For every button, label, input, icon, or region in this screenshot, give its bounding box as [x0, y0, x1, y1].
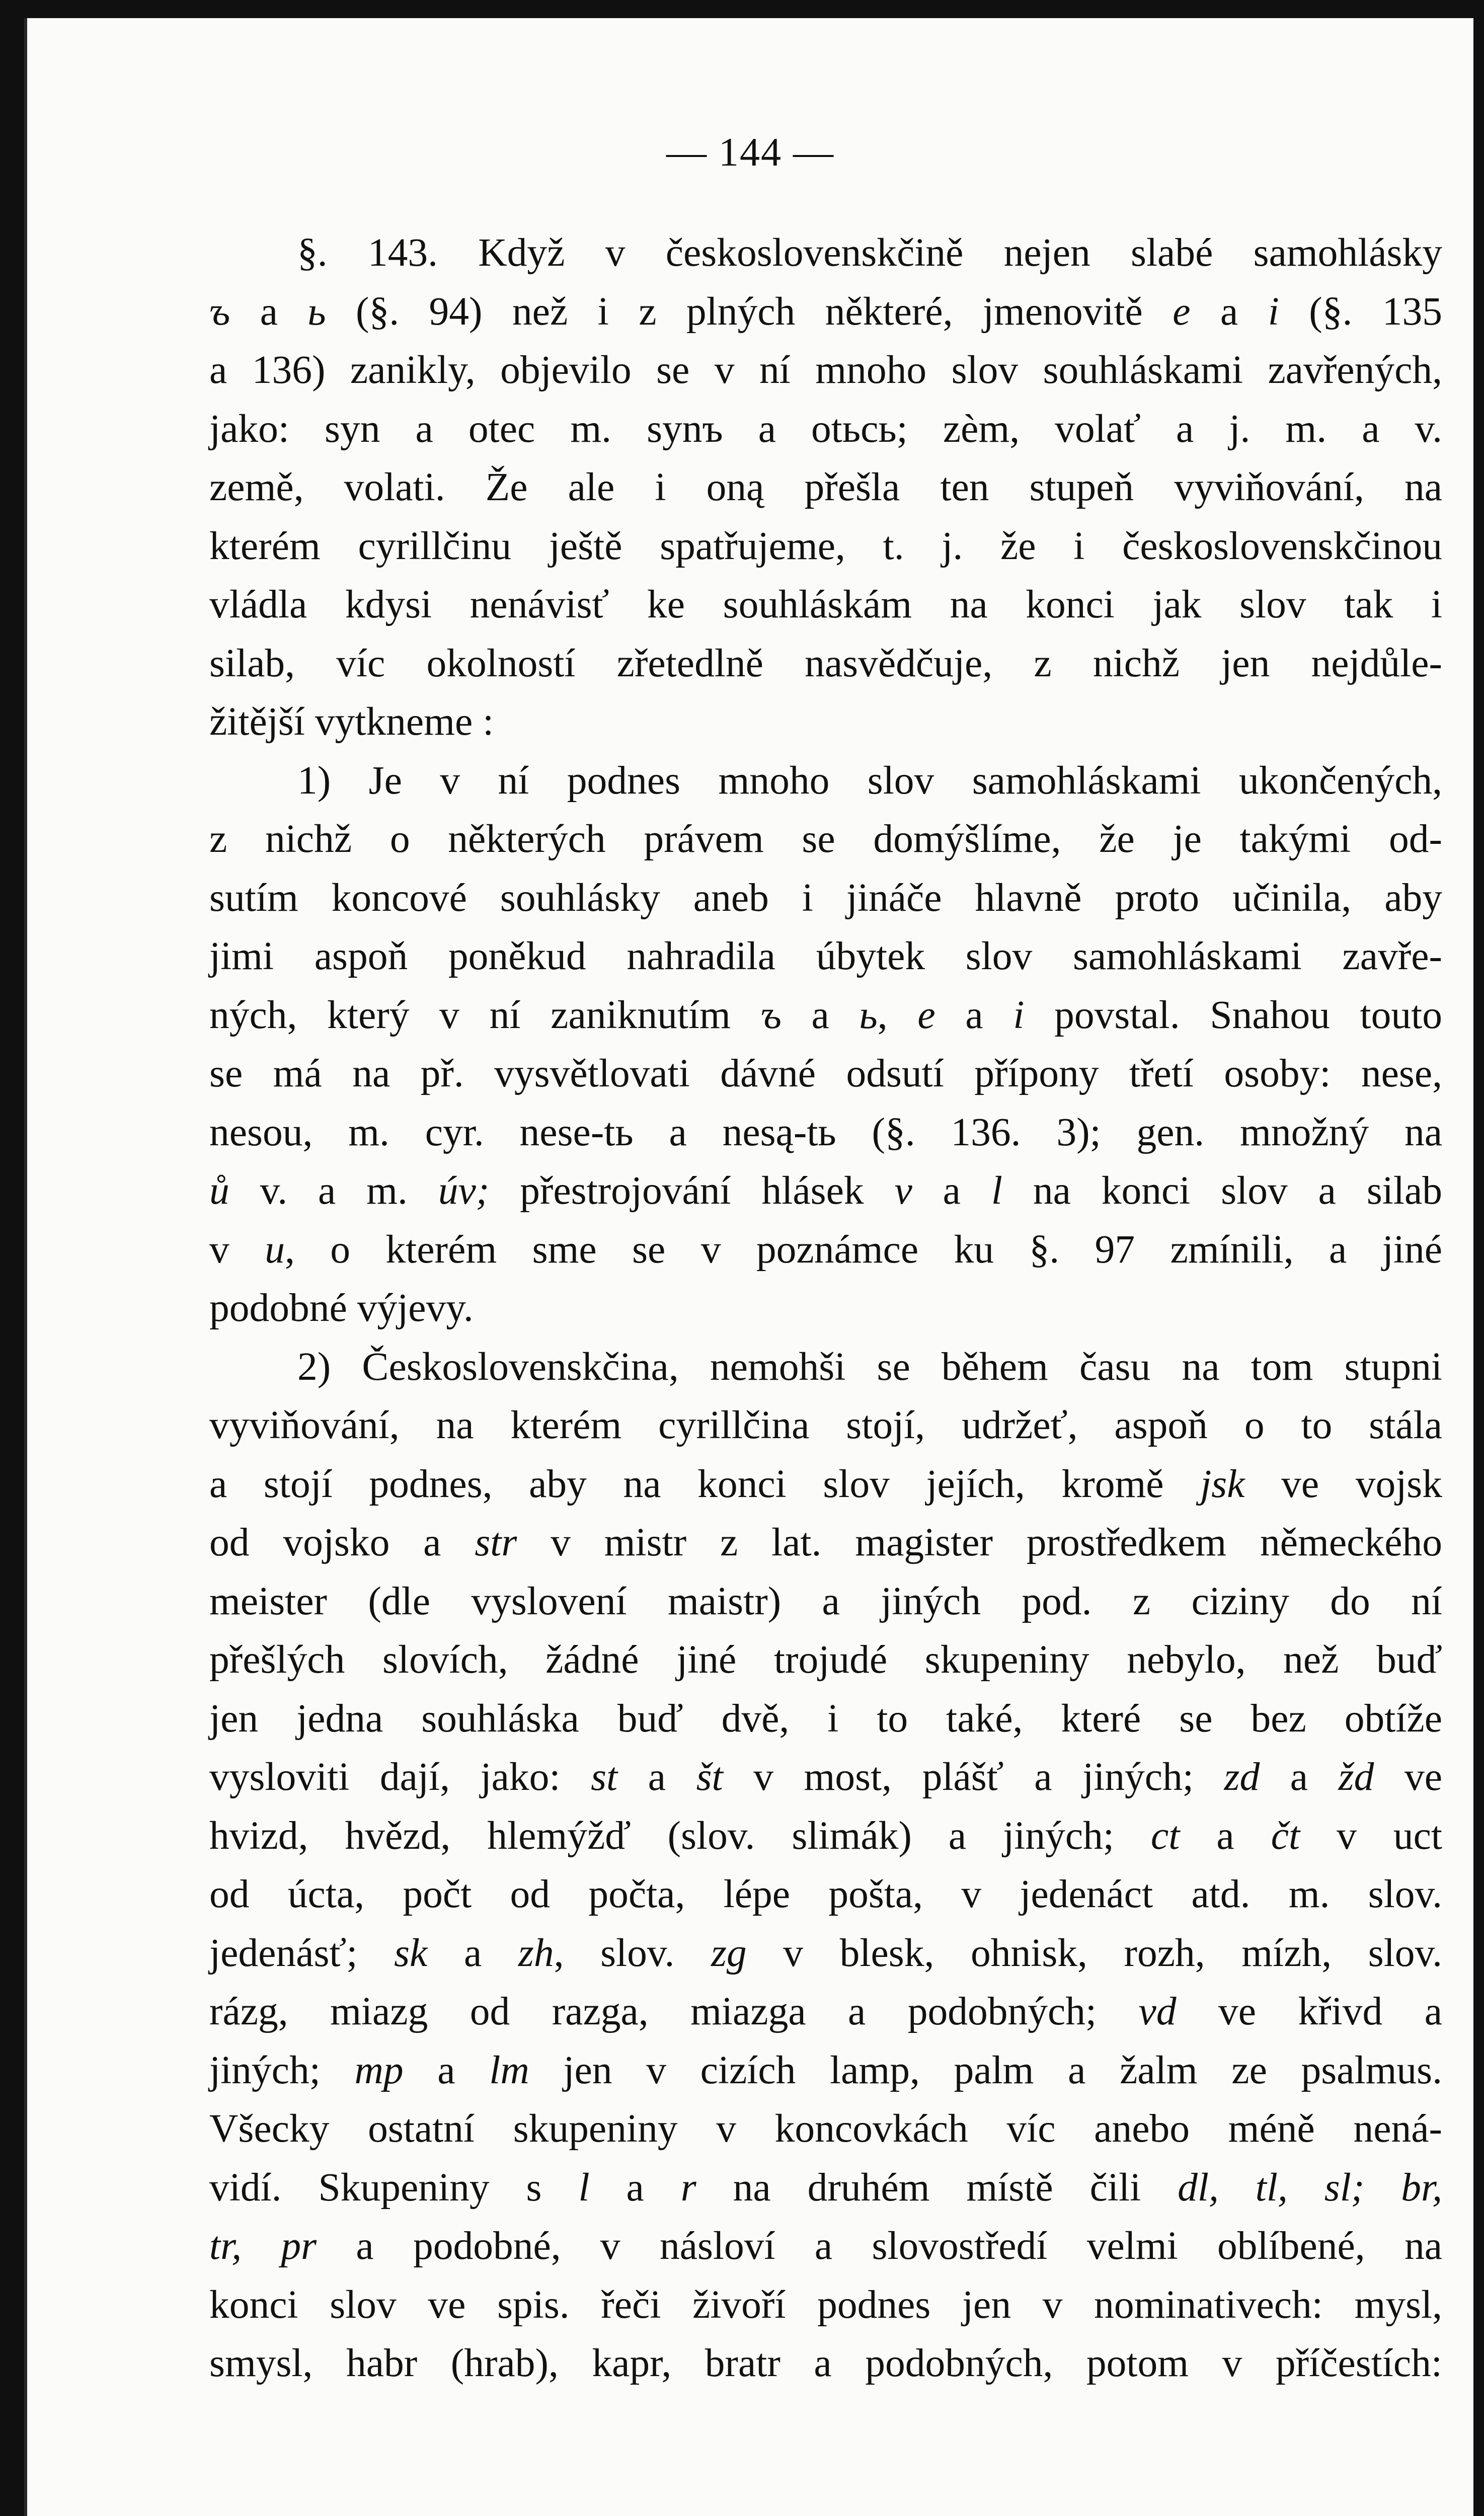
italic-text: ъ	[760, 992, 782, 1037]
text-line	[209, 1806, 1442, 1865]
text-run: od vojsko a	[209, 1520, 475, 1564]
text-run: , o kterém sme se v poznámce ku §. 97 zmínili, a jiné	[284, 1227, 1442, 1272]
italic-text: lm	[489, 2048, 529, 2092]
text-line	[209, 2099, 1442, 2158]
text-run: na konci slov a silab	[1002, 1168, 1442, 1213]
text-line	[209, 1513, 1442, 1572]
italic-text: u	[265, 1227, 285, 1272]
text-run: z nichž o některých právem se domýšlíme, že je takými od-	[209, 817, 1442, 861]
italic-text: ct	[1151, 1813, 1180, 1858]
text-run: hvizd, hvězd, hlemýžď (slov. slimák) a jiných;	[209, 1813, 1151, 1858]
italic-text: ь	[307, 289, 326, 334]
text-run: a 136) zanikly, objevilo se v ní mnoho slov souhláskami zavřených,	[209, 348, 1442, 392]
italic-text: mp	[354, 2048, 404, 2092]
italic-text: št	[696, 1755, 723, 1799]
text-line	[209, 1338, 1442, 1396]
text-line	[209, 341, 1442, 400]
text-run: (§. 135	[1279, 289, 1442, 334]
italic-text: ъ	[209, 289, 230, 334]
text-line	[209, 2041, 1442, 2100]
text-line	[209, 575, 1442, 634]
text-run: sutím koncové souhlásky aneb i jináče hlavně proto učinila, aby	[209, 875, 1442, 920]
italic-text: čt	[1271, 1813, 1300, 1858]
text-line	[209, 1748, 1442, 1806]
text-line	[209, 458, 1442, 517]
text-run: Všecky ostatní skupeniny v koncovkách víc anebo méně nená-	[209, 2106, 1442, 2151]
italic-text: dl, tl, sl; br,	[1178, 2165, 1442, 2210]
italic-text: v	[894, 1168, 912, 1213]
text-run: žitější vytkneme :	[209, 699, 494, 744]
text-run: a	[427, 1930, 518, 1975]
italic-text: jsk	[1200, 1461, 1245, 1506]
text-run: a	[617, 1755, 696, 1799]
text-line	[209, 2158, 1442, 2217]
italic-text: zd	[1224, 1755, 1260, 1799]
text-line	[209, 1161, 1442, 1220]
italic-text: zg	[711, 1930, 747, 1975]
italic-text: e	[1173, 289, 1191, 334]
italic-text: ь	[859, 992, 878, 1037]
text-run: konci slov ve spis. řeči živoří podnes jen v nominativech: mysl,	[209, 2282, 1442, 2327]
text-line	[209, 223, 1442, 282]
text-run: jen v cizích lamp, palm a žalm ze psalmus.	[529, 2048, 1442, 2092]
text-line	[209, 2275, 1442, 2334]
text-line	[209, 1279, 1442, 1338]
text-run: a	[1260, 1755, 1339, 1799]
text-run: a stojí podnes, aby na konci slov jejích, kromě	[209, 1461, 1201, 1506]
text-line	[209, 810, 1442, 869]
text-run: §. 143. Když v československčině nejen slabé samohlásky	[297, 230, 1442, 275]
text-run: smysl, habr (hrab), kapr, bratr a podobných, potom v příčestích:	[209, 2341, 1442, 2385]
text-run: v. a m.	[229, 1168, 438, 1213]
italic-text: tr, pr	[209, 2224, 317, 2268]
text-line	[209, 692, 1442, 751]
text-run: na druhém místě čili	[696, 2165, 1178, 2210]
text-line	[209, 400, 1442, 458]
italic-text: e	[917, 992, 935, 1037]
text-run: 1) Je v ní podnes mnoho slov samohláskami ukončených,	[297, 758, 1442, 803]
text-line	[209, 751, 1442, 810]
italic-text: žd	[1338, 1755, 1374, 1799]
text-run: ve křivd a	[1176, 1989, 1442, 2033]
book-page	[24, 18, 1473, 2516]
text-line	[209, 1455, 1442, 1514]
text-run: přestrojování hlásek	[489, 1168, 895, 1213]
text-line	[209, 2217, 1442, 2275]
text-line	[209, 1982, 1442, 2041]
text-line	[209, 1103, 1442, 1162]
text-run: ných, který v ní zaniknutím	[209, 992, 761, 1037]
text-run: jiných;	[209, 2048, 355, 2092]
text-run: a podobné, v násloví a slovostředí velmi oblíbené, na	[317, 2224, 1442, 2268]
text-line	[209, 1572, 1442, 1631]
text-run: jedenásť;	[209, 1930, 395, 1975]
italic-text: zh	[518, 1930, 554, 1975]
text-run: a	[1190, 289, 1268, 334]
italic-text: sk	[394, 1930, 428, 1975]
text-line	[209, 1865, 1442, 1924]
italic-text: vd	[1138, 1989, 1177, 2033]
text-run: kterém cyrillčinu ještě spatřujeme, t. j. že i československčinou	[209, 523, 1442, 568]
text-line	[209, 869, 1442, 927]
text-run: jen jedna souhláska buď dvě, i to také, které se bez obtíže	[209, 1696, 1442, 1741]
text-run: v most, plášť a jiných;	[723, 1755, 1224, 1799]
text-run: (§. 94) než i z plných některé, jmenovitě	[326, 289, 1173, 334]
text-line	[209, 282, 1442, 341]
text-line	[209, 1630, 1442, 1689]
text-line	[209, 986, 1442, 1045]
italic-text: l	[991, 1168, 1002, 1213]
text-run: , slov.	[554, 1930, 711, 1975]
text-run: v	[209, 1227, 265, 1272]
text-run: země, volati. Že ale i oną přešla ten stupeň vyviňování, na	[209, 465, 1442, 509]
text-run: a	[912, 1168, 991, 1213]
text-line	[209, 2334, 1442, 2393]
text-run: a	[589, 2165, 681, 2210]
text-line	[209, 634, 1442, 693]
text-run: od úcta, počt od počta, lépe pošta, v jedenáct atd. m. slov.	[209, 1872, 1442, 1916]
text-line	[209, 517, 1442, 576]
text-run: vyviňování, na kterém cyrillčina stojí, udržeť, aspoň o to stála	[209, 1403, 1442, 1447]
text-line	[209, 1396, 1442, 1455]
text-run: vládla kdysi nenávisť ke souhláskám na konci jak slov tak i	[209, 582, 1442, 626]
body-text	[209, 223, 1442, 2393]
italic-text: st	[591, 1755, 618, 1799]
text-run: a	[230, 289, 308, 334]
text-line	[209, 1924, 1442, 1983]
text-run: vysloviti dají, jako:	[209, 1755, 591, 1799]
italic-text: l	[578, 2165, 590, 2210]
text-run: povstal. Snahou touto	[1024, 992, 1442, 1037]
text-run: se má na př. vysvětlovati dávné odsutí přípony třetí osoby: nese,	[209, 1051, 1442, 1095]
text-run: přešlých slovích, žádné jiné trojudé skupeniny nebylo, než buď	[209, 1637, 1442, 1682]
italic-text: i	[1268, 289, 1279, 334]
text-run: jako: syn a otec m. synъ a otьcь; zèm, volať a j. m. a v.	[209, 406, 1442, 451]
text-run: ve vojsk	[1244, 1461, 1442, 1506]
text-run: silab, víc okolností zřetedlně nasvědčuje, z nichž jen nejdůle-	[209, 641, 1442, 685]
italic-text: r	[680, 2165, 696, 2210]
italic-text: úv;	[438, 1168, 490, 1213]
text-run: 2) Československčina, nemohši se během času na tom stupni	[297, 1344, 1442, 1389]
text-run: ve	[1374, 1755, 1442, 1799]
text-line	[209, 927, 1442, 986]
text-run: v mistr z lat. magister prostředkem německého	[517, 1520, 1442, 1564]
text-run: jimi aspoň poněkud nahradila úbytek slov samohláskami zavře-	[209, 934, 1442, 978]
italic-text: ů	[209, 1168, 229, 1213]
text-run: v blesk, ohnisk, rozh, mízh, slov.	[746, 1930, 1443, 1975]
text-run: ,	[877, 992, 918, 1037]
text-line	[209, 1220, 1442, 1279]
text-run: a	[403, 2048, 490, 2092]
text-line	[209, 1044, 1442, 1103]
italic-text: str	[475, 1520, 517, 1564]
page-number: — 144 —	[666, 130, 834, 175]
text-run: a	[1180, 1813, 1271, 1858]
text-run: podobné výjevy.	[209, 1286, 474, 1330]
text-run: a	[781, 992, 860, 1037]
text-run: meister (dle vyslovení maistr) a jiných pod. z ciziny do ní	[209, 1579, 1442, 1623]
text-line	[209, 1689, 1442, 1748]
text-run: rázg, miazg od razga, miazga a podobných;	[209, 1989, 1139, 2033]
italic-text: i	[1013, 992, 1025, 1037]
text-run: nesou, m. cyr. nese-tь a nesą-tь (§. 136. 3); gen. množný na	[209, 1110, 1442, 1154]
text-run: v uct	[1300, 1813, 1442, 1858]
text-run: vidí. Skupeniny s	[209, 2165, 579, 2210]
text-run: a	[935, 992, 1013, 1037]
